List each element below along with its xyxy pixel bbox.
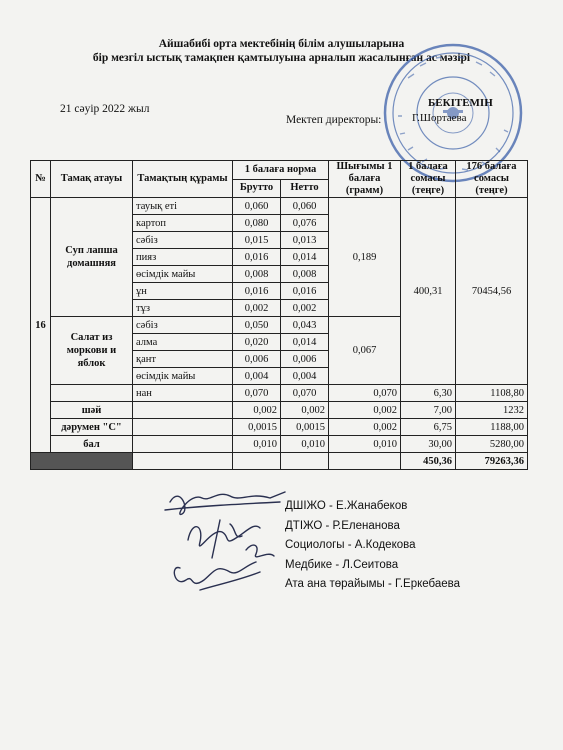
empty-cell [329,453,401,470]
dish-name: Салат из моркови и яблок [51,317,133,385]
brutto-cell: 0,050 [233,317,281,334]
total-cost-total: 79263,36 [456,453,528,470]
signatory-line: Ата ана төрайымы - Г.Еркебаева [285,578,461,590]
brutto-cell: 0,008 [233,266,281,283]
total-label-shaded [31,453,133,470]
signatories-list [285,500,460,598]
table-row [31,436,528,453]
netto-cell: 0,070 [281,385,329,402]
brutto-cell: 0,010 [233,436,281,453]
netto-cell: 0,002 [281,300,329,317]
col-header-norm: 1 балаға норма [233,161,329,180]
ingredient-name: сәбіз [133,317,233,334]
brutto-cell: 0,016 [233,283,281,300]
yield-cell: 0,010 [329,436,401,453]
yield-cell: 0,070 [329,385,401,402]
signatory-line: ДШІЖО - Е.Жанабеков [285,500,408,512]
signatory-line: ДТІЖО - Р.Еленанова [285,519,400,532]
cost-total-cell: 1232 [456,402,528,419]
signatory-line: Медбике - Л.Сеитова [285,558,399,571]
netto-cell: 0,076 [281,215,329,232]
director-label: Мектеп директоры: [286,114,382,126]
table-header-row [31,161,528,180]
col-header-num: № [31,161,51,198]
brutto-cell: 0,020 [233,334,281,351]
netto-cell: 0,002 [281,402,329,419]
ingredient-name: қант [133,351,233,368]
ingredient-name: ұн [133,283,233,300]
col-header-netto: Нетто [281,179,329,198]
dish-name: бал [51,436,133,453]
cost-total-cell: 1188,00 [456,419,528,436]
ingredient-name: тұз [133,300,233,317]
brutto-cell: 0,015 [233,232,281,249]
cost-one-cell: 7,00 [401,402,456,419]
table-row [31,419,528,436]
dish-name: шәй [51,402,133,419]
cost-one-cell: 400,31 [401,198,456,385]
brutto-cell: 0,060 [233,198,281,215]
document-title-line1: Айшабибі орта мектебінің білім алушыларына [158,38,405,50]
document-title-line2: бір мезгіл ыстық тамақпен қамтылуына арналып жасалынған ас мәзірі [92,52,471,64]
approve-label: БЕКІТЕМІН [428,97,493,109]
menu-number: 16 [31,198,51,453]
handwritten-signatures [160,480,300,600]
empty-cell [281,453,329,470]
col-header-dish: Тамақ атауы [51,161,133,198]
brutto-cell: 0,070 [233,385,281,402]
netto-cell: 0,014 [281,249,329,266]
director-name: Г.Шортаева [412,112,467,124]
document-date: 21 сәуір 2022 жыл [60,103,150,115]
menu-table [30,160,528,470]
ingredient-name: картоп [133,215,233,232]
ingredient-name: алма [133,334,233,351]
total-cost-one: 450,36 [401,453,456,470]
table-row [31,402,528,419]
ingredient-name: өсімдік майы [133,266,233,283]
yield-cell: 0,189 [329,198,401,317]
col-header-composition: Тамақтың құрамы [133,161,233,198]
cost-one-cell: 30,00 [401,436,456,453]
total-row [31,453,528,470]
cost-total-cell: 5280,00 [456,436,528,453]
table-row [31,385,528,402]
netto-cell: 0,016 [281,283,329,300]
brutto-cell: 0,002 [233,402,281,419]
yield-cell: 0,002 [329,402,401,419]
col-header-yield: Шығымы 1 балаға (грамм) [329,161,401,198]
table-row [31,198,528,215]
netto-cell: 0,043 [281,317,329,334]
brutto-cell: 0,006 [233,351,281,368]
yield-cell: 0,002 [329,419,401,436]
cost-total-cell: 70454,56 [456,198,528,385]
ingredient-name: өсімдік майы [133,368,233,385]
empty-cell [233,453,281,470]
netto-cell: 0,008 [281,266,329,283]
cost-one-cell: 6,30 [401,385,456,402]
ingredient-name: нан [133,385,233,402]
netto-cell: 0,060 [281,198,329,215]
empty-cell [133,453,233,470]
col-header-brutto: Брутто [233,179,281,198]
ingredient-name [133,436,233,453]
ingredient-name [133,402,233,419]
brutto-cell: 0,080 [233,215,281,232]
brutto-cell: 0,002 [233,300,281,317]
cost-total-cell: 1108,80 [456,385,528,402]
netto-cell: 0,010 [281,436,329,453]
ingredient-name [133,419,233,436]
col-header-cost-one: 1 балаға сомасы (теңге) [401,161,456,198]
col-header-cost-total: 176 балаға сомасы (теңге) [456,161,528,198]
brutto-cell: 0,0015 [233,419,281,436]
dish-name: дәрумен "С" [51,419,133,436]
netto-cell: 0,013 [281,232,329,249]
netto-cell: 0,006 [281,351,329,368]
cost-one-cell: 6,75 [401,419,456,436]
signatory-line: Социологы - А.Кодекова [285,539,416,551]
netto-cell: 0,014 [281,334,329,351]
ingredient-name: тауық еті [133,198,233,215]
brutto-cell: 0,004 [233,368,281,385]
netto-cell: 0,004 [281,368,329,385]
netto-cell: 0,0015 [281,419,329,436]
yield-cell: 0,067 [329,317,401,385]
dish-name: Суп лапша домашняя [51,198,133,317]
brutto-cell: 0,016 [233,249,281,266]
ingredient-name: сәбіз [133,232,233,249]
ingredient-name: пияз [133,249,233,266]
dish-name [51,385,133,402]
